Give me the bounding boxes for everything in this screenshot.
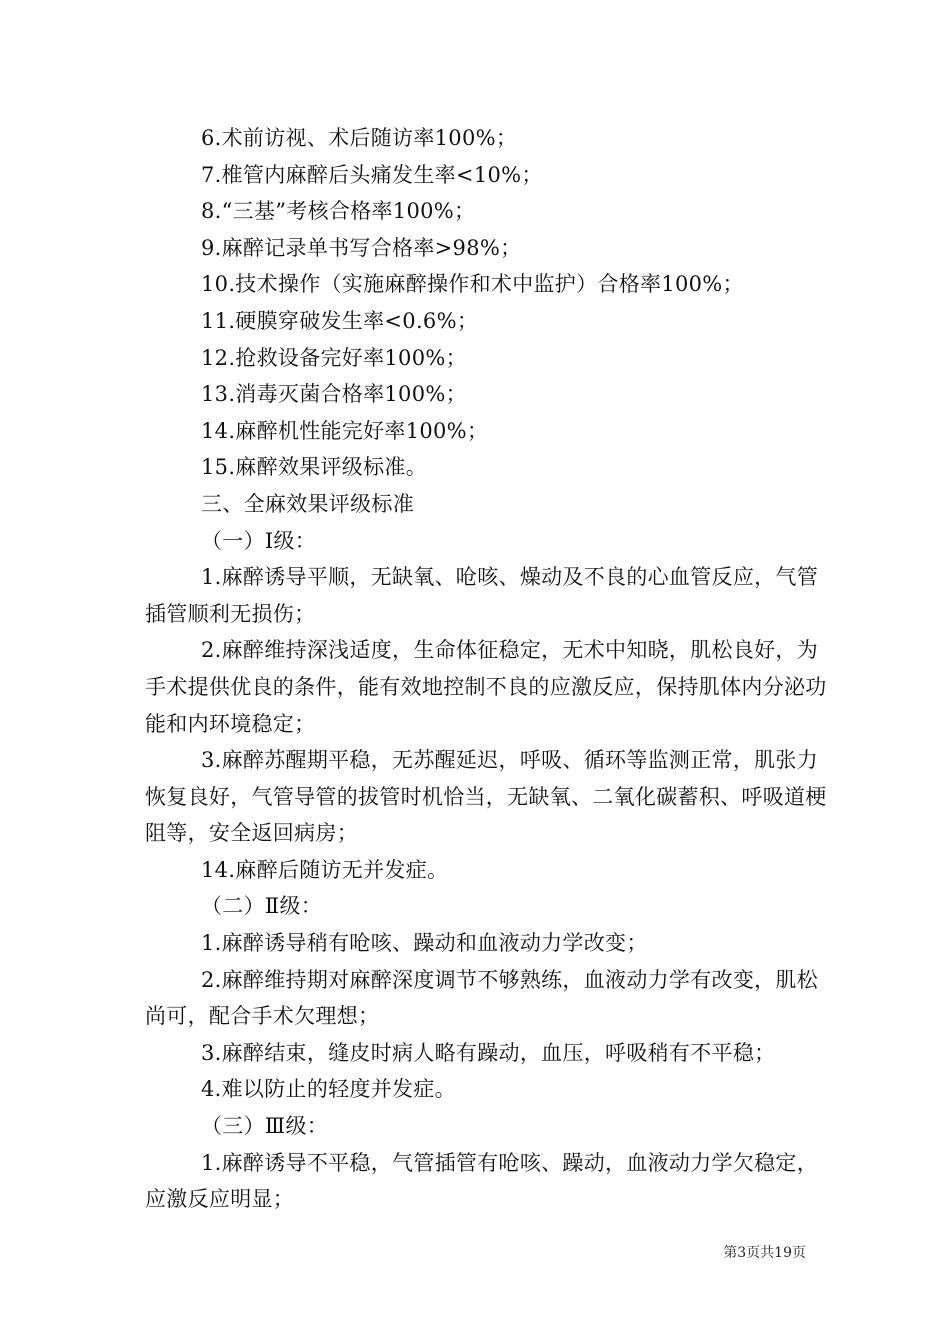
paragraph: 7.椎管内麻醉后头痛发生率<10%； bbox=[201, 162, 543, 187]
subsection-heading: （一）Ⅰ级： bbox=[201, 528, 317, 553]
paragraph: 2.麻醉维持深浅适度，生命体征稳定，无术中知晓，肌松良好，为手术提供优良的条件，能有效地控制不良的应激反应，保持肌体内分泌功能和内环境稳定； bbox=[145, 638, 827, 736]
subsection-heading: （三）Ⅲ级： bbox=[201, 1114, 329, 1139]
paragraph: 8.“三基”考核合格率100%； bbox=[201, 199, 476, 224]
paragraph: 9.麻醉记录单书写合格率>98%； bbox=[201, 235, 522, 260]
paragraph: 2.麻醉维持期对麻醉深度调节不够熟练，血液动力学有改变，肌松尚可，配合手术欠理想； bbox=[145, 967, 819, 1029]
subsection-heading: （二）Ⅱ级： bbox=[201, 894, 323, 919]
section-heading: 三、全麻效果评级标准 bbox=[201, 491, 414, 516]
paragraph: 1.麻醉诱导不平稳，气管插管有呛咳、躁动，血液动力学欠稳定，应激反应明显； bbox=[145, 1150, 819, 1212]
paragraph: 15.麻醉效果评级标准。 bbox=[201, 455, 427, 480]
paragraph: 3.麻醉结束，缝皮时病人略有躁动，血压，呼吸稍有不平稳； bbox=[201, 1040, 776, 1065]
paragraph: 3.麻醉苏醒期平稳，无苏醒延迟，呼吸、循环等监测正常，肌张力恢复良好，气管导管的拔管时机恰当，无缺氧、二氧化碳蓄积、呼吸道梗阻等，安全返回病房； bbox=[145, 748, 827, 846]
paragraph: 10.技术操作（实施麻醉操作和术中监护）合格率100%； bbox=[201, 272, 744, 297]
page-number-footer: 第3页共19页 bbox=[723, 1245, 806, 1261]
paragraph: 14.麻醉机性能完好率100%； bbox=[201, 418, 489, 443]
body-text bbox=[145, 120, 835, 1218]
paragraph: 14.麻醉后随访无并发症。 bbox=[201, 857, 449, 882]
paragraph: 1.麻醉诱导稍有呛咳、躁动和血液动力学改变； bbox=[201, 931, 648, 956]
paragraph: 4.难以防止的轻度并发症。 bbox=[201, 1077, 456, 1102]
paragraph: 1.麻醉诱导平顺，无缺氧、呛咳、燥动及不良的心血管反应，气管插管顺利无损伤； bbox=[145, 565, 819, 626]
paragraph: 13.消毒灭菌合格率100%； bbox=[201, 382, 467, 407]
paragraph: 6.术前访视、术后随访率100%； bbox=[201, 126, 518, 150]
paragraph: 11.硬膜穿破发生率<0.6%； bbox=[201, 308, 479, 333]
paragraph: 12.抢救设备完好率100%； bbox=[201, 345, 467, 370]
